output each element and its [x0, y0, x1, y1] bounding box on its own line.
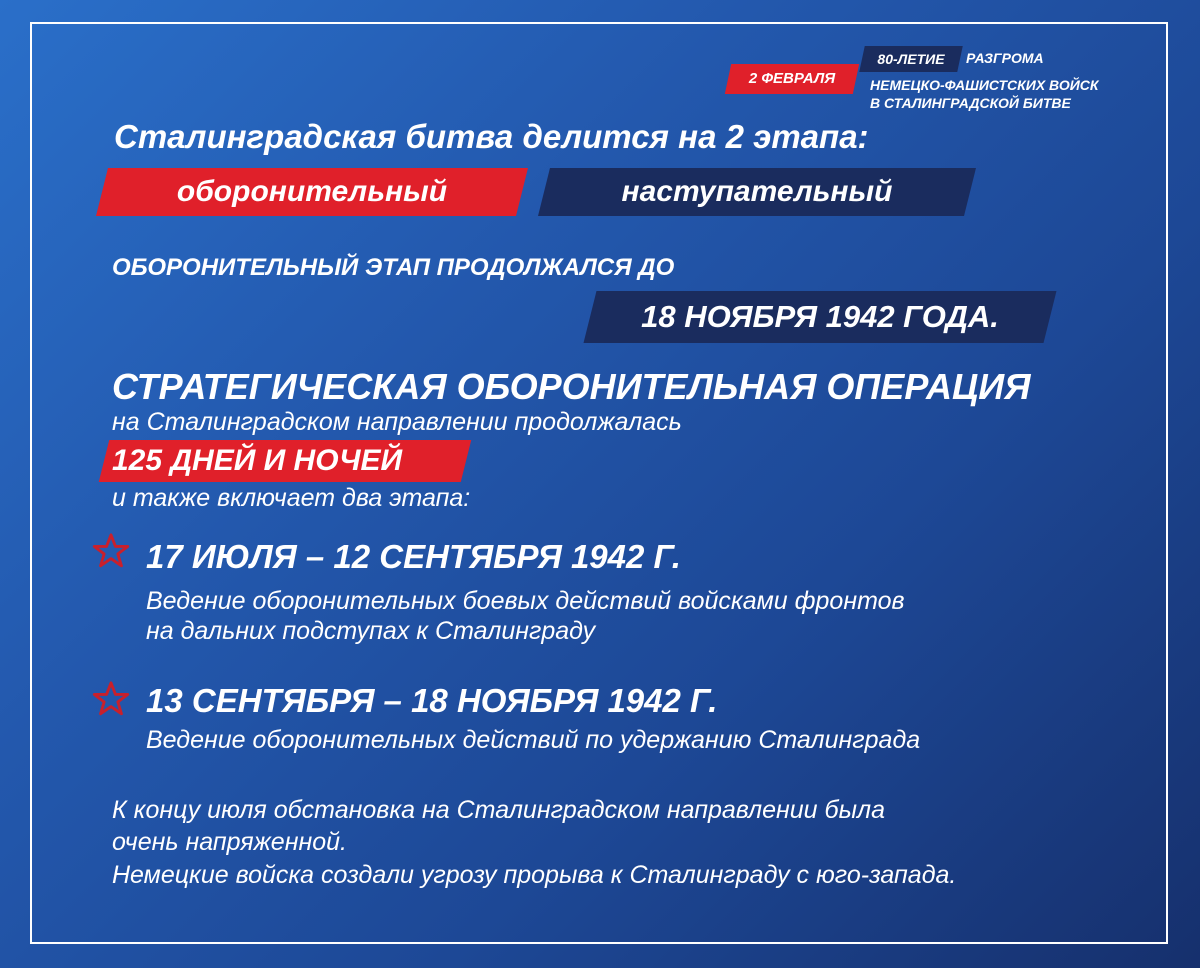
footer-line3: Немецкие войска создали угрозу прорыва к Сталинграду с юго-запада. — [112, 861, 957, 889]
phase1-desc-line2: на дальних подступах к Сталинграду — [146, 617, 596, 645]
operation-title: СТРАТЕГИЧЕСКАЯ ОБОРОНИТЕЛЬНАЯ ОПЕРАЦИЯ — [112, 366, 1031, 407]
operation-line1: на Сталинградском направлении продолжалась — [112, 408, 682, 436]
stage-defensive-label: оборонительный — [176, 175, 448, 208]
stage-offensive-label: наступательный — [621, 175, 893, 208]
badge-line3: В СТАЛИНГРАДСКОЙ БИТВЕ — [870, 95, 1071, 111]
anniversary-badge — [722, 44, 1162, 114]
defensive-until-date-chip — [584, 291, 1057, 343]
star-icon — [92, 680, 130, 718]
duration-chip — [99, 440, 471, 482]
operation-duration: 125 ДНЕЙ И НОЧЕЙ — [112, 444, 403, 477]
star-icon — [92, 532, 130, 570]
badge-date — [725, 64, 859, 94]
footer-line2: очень напряженной. — [112, 828, 347, 856]
stage-offensive-chip — [538, 168, 976, 216]
anniversary-tag — [859, 46, 963, 72]
defensive-until-date: 18 НОЯБРЯ 1942 ГОДА. — [641, 299, 999, 334]
anniversary-tag-label: 80-ЛЕТИЕ — [877, 51, 945, 67]
badge-date-label: 2 ФЕВРАЛЯ — [748, 70, 836, 87]
operation-line2: и также включает два этапа: — [112, 484, 471, 512]
phase2-dates: 13 СЕНТЯБРЯ – 18 НОЯБРЯ 1942 Г. — [146, 682, 718, 719]
badge-line2: НЕМЕЦКО-ФАШИСТСКИХ ВОЙСК — [870, 77, 1099, 93]
phase1-desc-line1: Ведение оборонительных боевых действий войсками фронтов — [146, 587, 905, 615]
phase1-dates: 17 ИЮЛЯ – 12 СЕНТЯБРЯ 1942 Г. — [146, 538, 681, 575]
stage-defensive-chip — [96, 168, 528, 216]
phase2-desc-line1: Ведение оборонительных действий по удержанию Сталинграда — [146, 726, 921, 754]
page-title: Сталинградская битва делится на 2 этапа: — [114, 118, 869, 155]
badge-subtitle — [870, 76, 1170, 112]
badge-line1: РАЗГРОМА — [966, 50, 1044, 66]
defensive-until-label: ОБОРОНИТЕЛЬНЫЙ ЭТАП ПРОДОЛЖАЛСЯ ДО — [112, 254, 675, 281]
footer-line1: К концу июля обстановка на Сталинградском направлении была — [112, 796, 885, 824]
